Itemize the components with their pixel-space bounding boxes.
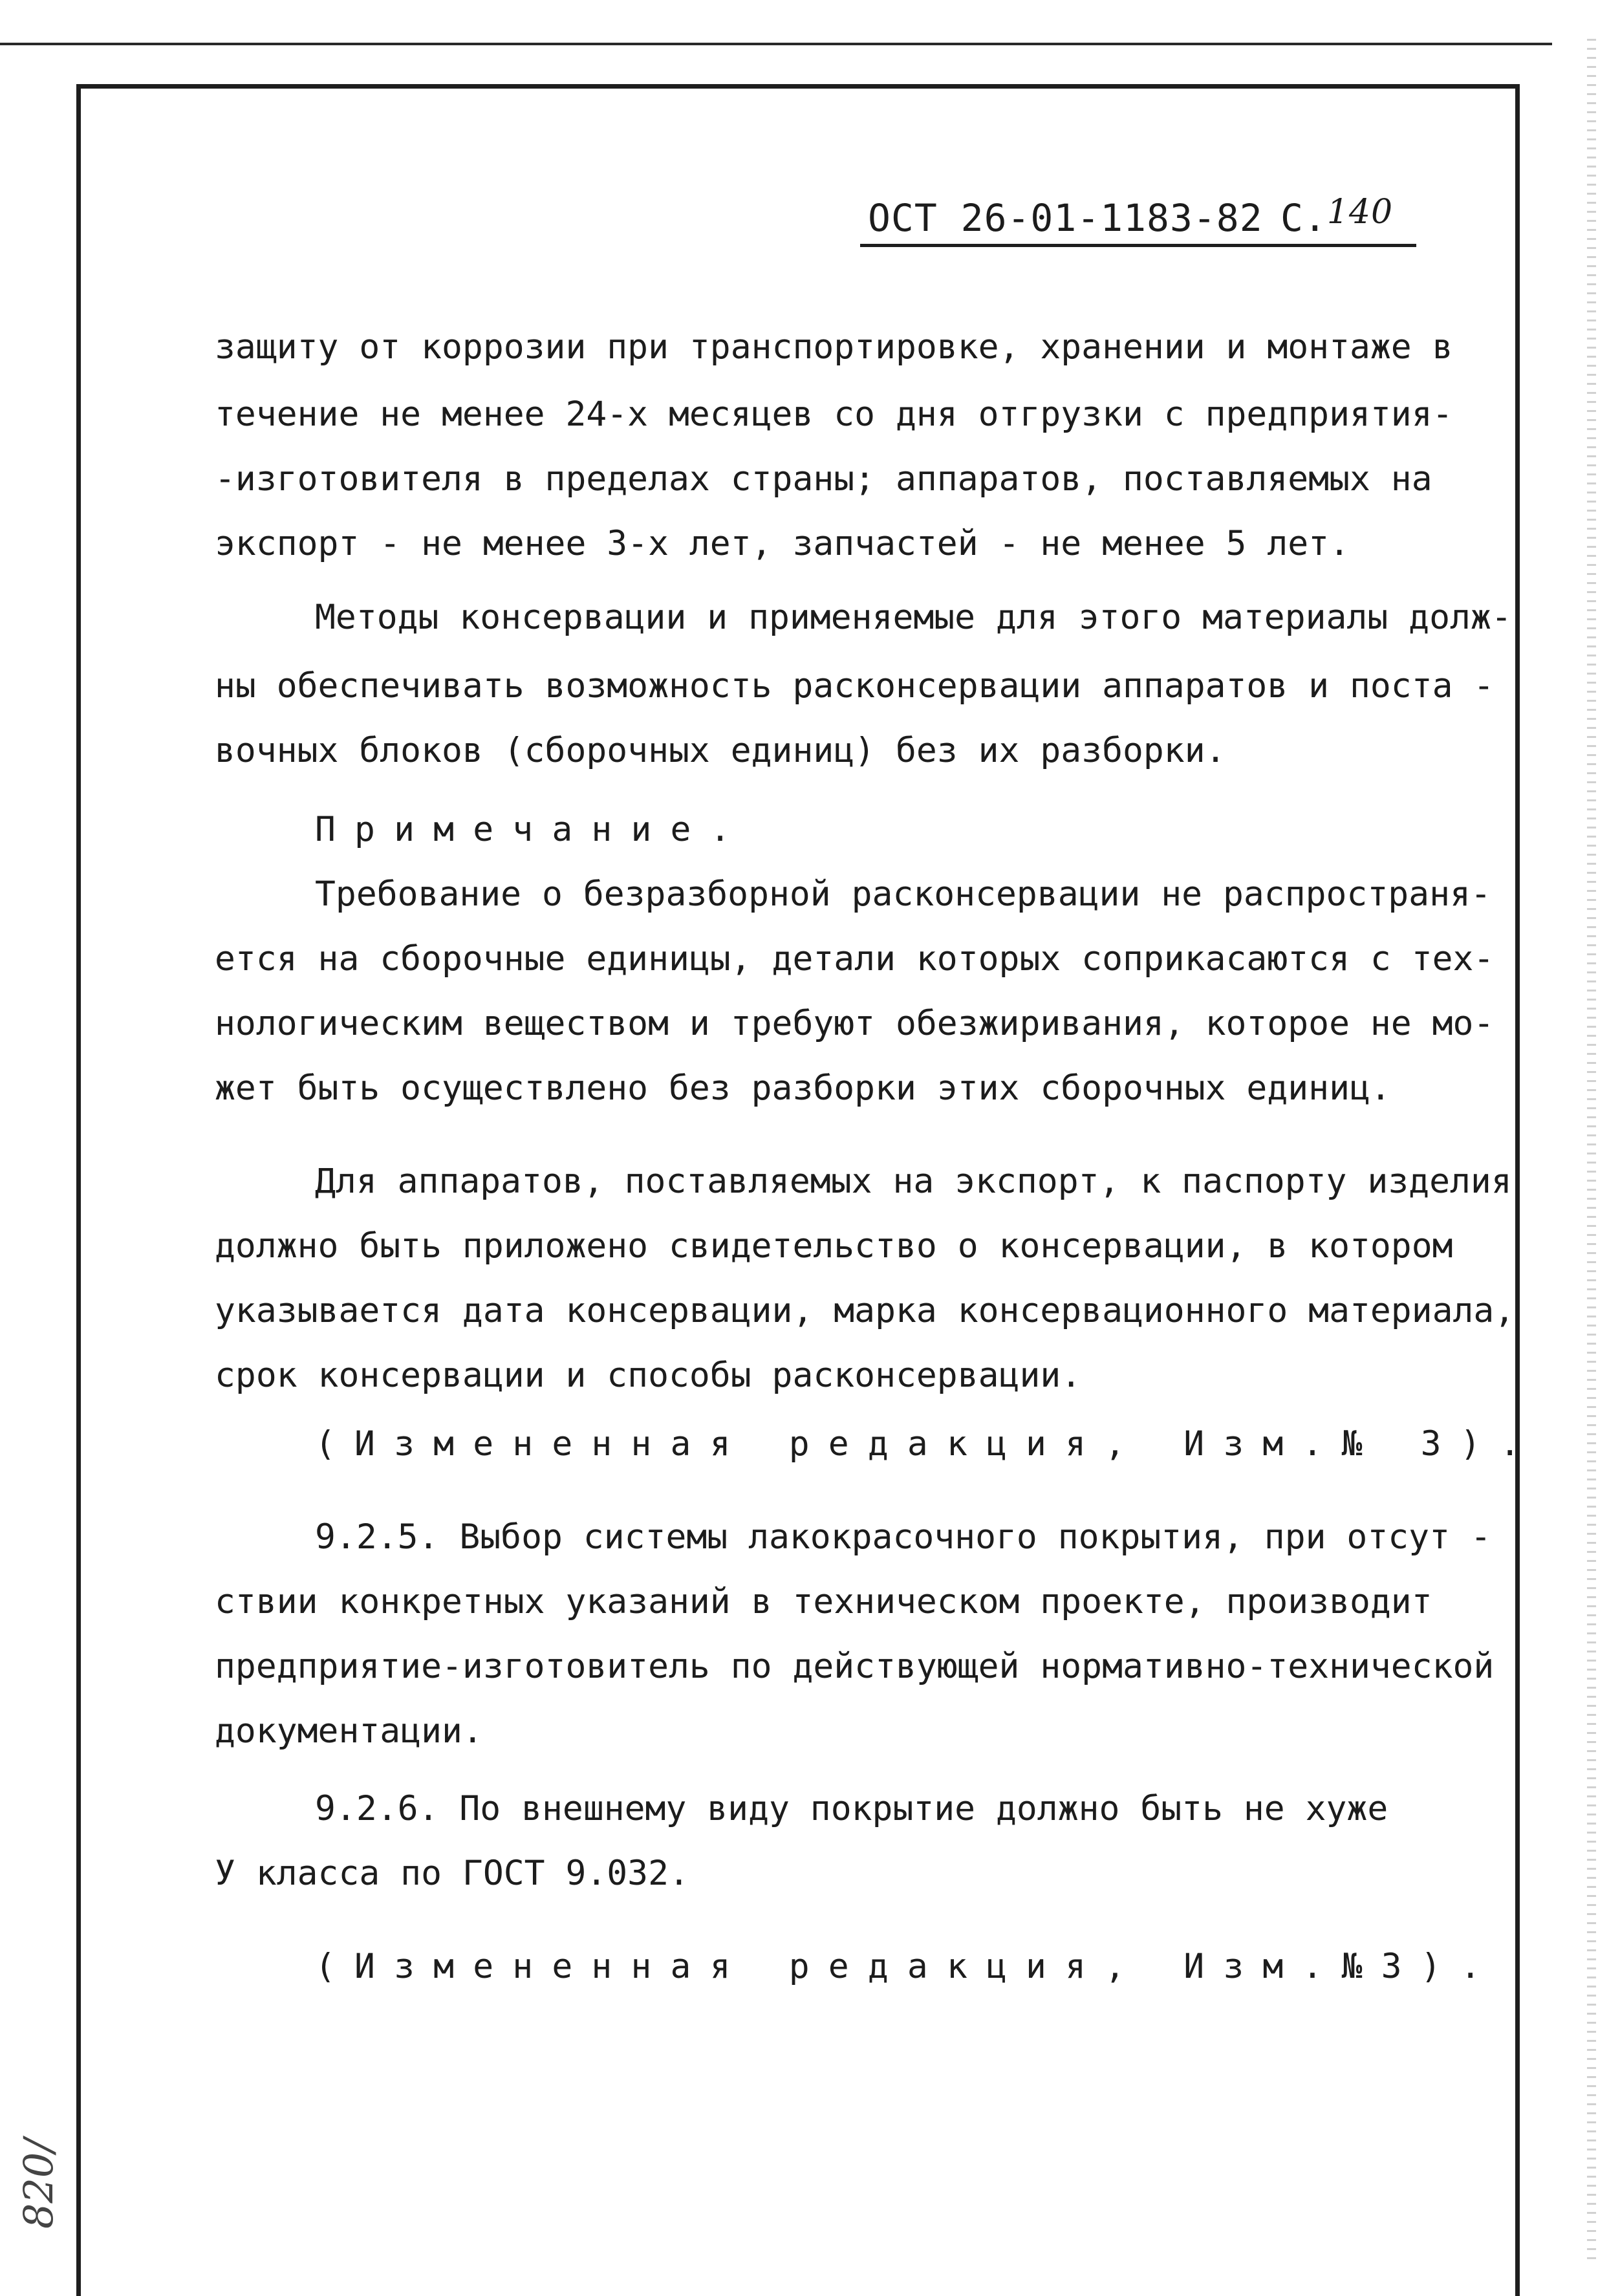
text-line: -изготовителя в пределах страны; аппаратов, поставляемых на	[215, 459, 1432, 499]
text-line: Требование о безразборной расконсервации не распространя-	[315, 874, 1491, 914]
text-line: ется на сборочные единицы, детали которых соприкасаются с тех-	[215, 939, 1495, 979]
text-line: ствии конкретных указаний в техническом проекте, производит	[215, 1582, 1432, 1621]
scan-edge-noise	[1587, 39, 1596, 2264]
text-line: нологическим веществом и требуют обезжиривания, которое не мо-	[215, 1004, 1495, 1043]
top-rule	[0, 43, 1552, 45]
revision-note: (Измененная редакция, Изм.№3).	[315, 1947, 1500, 1986]
text-line: защиту от коррозии при транспортировке, хранении и монтаже в	[215, 327, 1453, 367]
text-line: Методы консервации и применяемые для этого материалы долж-	[315, 598, 1512, 637]
text-line: документации.	[215, 1711, 483, 1751]
page-prefix: С.	[1280, 196, 1327, 240]
text-line: срок консервации и способы расконсервации.	[215, 1356, 1082, 1395]
text-line: должно быть приложено свидетельство о консервации, в котором	[215, 1226, 1453, 1266]
document-code: ОСТ 26-01-1183-82	[868, 196, 1263, 240]
page-number: 140	[1326, 193, 1394, 232]
text-line: жет быть осуществлено без разборки этих сборочных единиц.	[215, 1068, 1391, 1108]
text-line: течение не менее 24-х месяцев со дня отгрузки с предприятия-	[215, 395, 1453, 434]
text-line: ны обеспечивать возможность расконсервации аппаратов и поста -	[215, 666, 1495, 706]
note-heading: Примечание.	[315, 810, 750, 849]
margin-note-text: 820/	[15, 2138, 63, 2229]
page-header	[860, 191, 1416, 247]
text-line: У класса по ГОСТ 9.032.	[215, 1854, 689, 1893]
text-line: Для аппаратов, поставляемых на экспорт, к паспорту изделия	[315, 1162, 1512, 1201]
text-line: 9.2.5. Выбор системы лакокрасочного покрытия, при отсут -	[315, 1517, 1491, 1557]
text-line: 9.2.6. По внешнему виду покрытие должно быть не хуже	[315, 1789, 1388, 1828]
margin-handwriting	[15, 2108, 78, 2257]
page-reference	[1280, 193, 1394, 240]
text-line: предприятие-изготовитель по действующей нормативно-технической	[215, 1647, 1495, 1686]
text-line: экспорт - не менее 3-х лет, запчастей - не менее 5 лет.	[215, 524, 1350, 563]
text-line: указывается дата консервации, марка консервационного материала,	[215, 1291, 1515, 1330]
revision-note: (Измененная редакция, Изм.№ 3).	[315, 1424, 1539, 1464]
text-line: вочных блоков (сборочных единиц) без их разборки.	[215, 731, 1226, 770]
